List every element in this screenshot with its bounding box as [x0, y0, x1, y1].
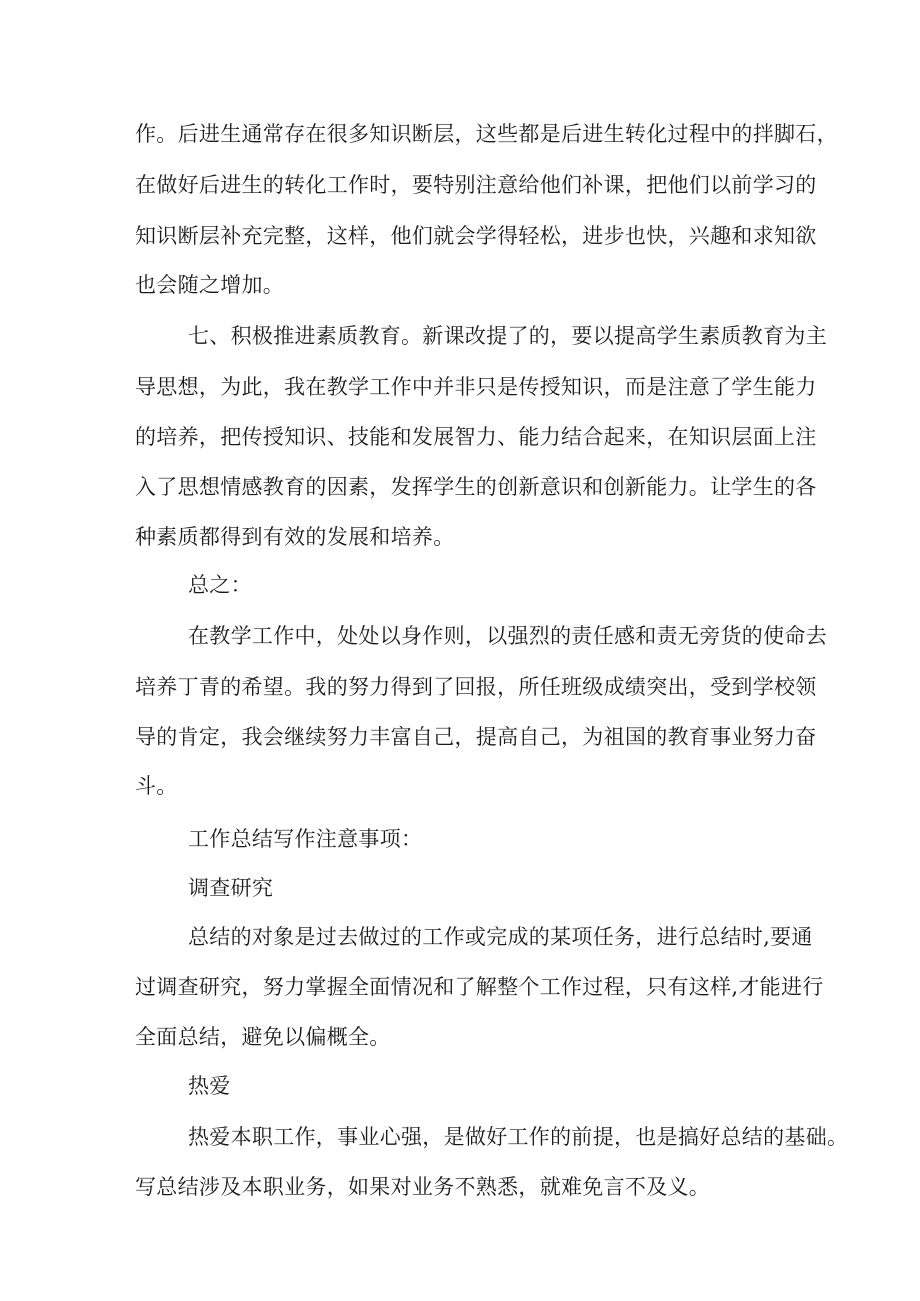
- text-line: 调查研究: [188, 876, 274, 900]
- text-line: 总之：: [188, 573, 252, 597]
- text-line: 知识断层补充完整，这样，他们就会学得轻松，进步也快，兴趣和求知欲: [135, 224, 817, 248]
- text-line: 入了思想情感教育的因素，发挥学生的创新意识和创新能力。让学生的各: [135, 475, 817, 499]
- text-line: 斗。: [135, 774, 178, 798]
- text-line: 七、积极推进素质教育。新课改提了的，要以提高学生素质教育为主: [188, 324, 827, 348]
- text-line: 过调查研究，努力掌握全面情况和了解整个工作过程，只有这样,才能进行: [135, 975, 824, 999]
- text-line: 作。后进生通常存在很多知识断层，这些都是后进生转化过程中的拌脚石，: [135, 122, 838, 146]
- text-line: 在教学工作中，处处以身作则，以强烈的责任感和责无旁货的使命去: [188, 624, 827, 648]
- text-line: 写总结涉及本职业务，如果对业务不熟悉，就难免言不及义。: [135, 1175, 711, 1199]
- text-line: 工作总结写作注意事项：: [188, 827, 423, 851]
- text-line: 热爱本职工作，事业心强，是做好工作的前提，也是搞好总结的基础。: [188, 1125, 849, 1149]
- text-line: 热爱: [188, 1074, 231, 1098]
- text-line: 种素质都得到有效的发展和培养。: [135, 525, 455, 549]
- text-line: 全面总结，避免以偏概全。: [135, 1025, 391, 1049]
- text-line: 也会随之增加。: [135, 273, 285, 297]
- text-line: 培养丁青的希望。我的努力得到了回报，所任班级成绩突出，受到学校领: [135, 675, 817, 699]
- text-line: 在做好后进生的转化工作时，要特别注意给他们补课，把他们以前学习的: [135, 173, 817, 197]
- text-line: 的培养，把传授知识、技能和发展智力、能力结合起来，在知识层面上注: [135, 425, 817, 449]
- text-line: 总结的对象是过去做过的工作或完成的某项任务，进行总结时,要通: [188, 925, 813, 949]
- text-line: 导的肯定，我会继续努力丰富自己，提高自己，为祖国的教育事业努力奋: [135, 725, 817, 749]
- text-line: 导思想，为此，我在教学工作中并非只是传授知识，而是注意了学生能力: [135, 375, 817, 399]
